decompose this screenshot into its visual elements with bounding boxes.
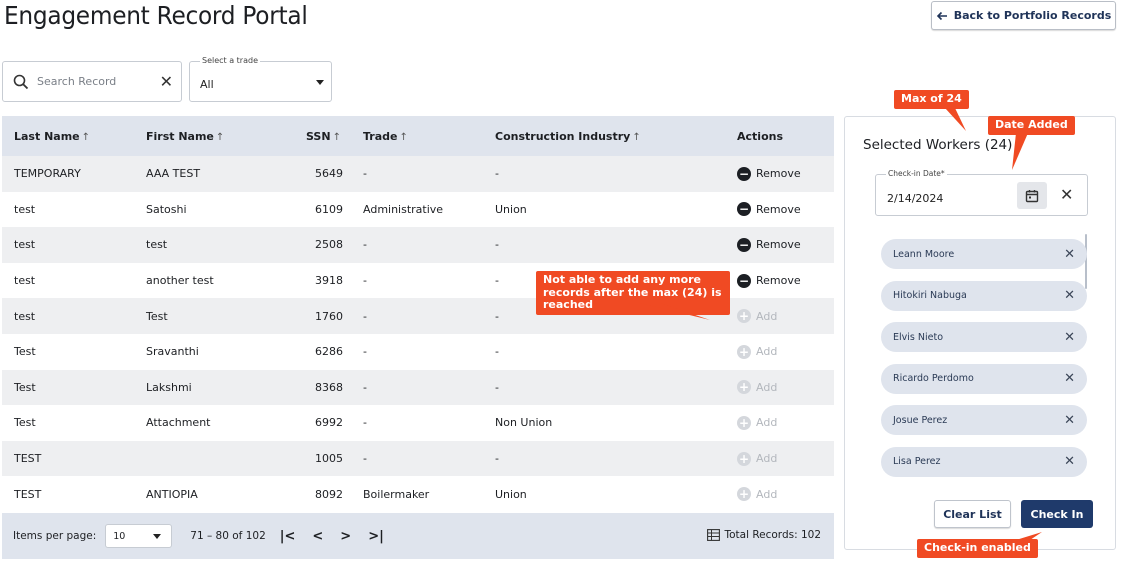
plus-circle-icon: + — [738, 487, 750, 502]
last-name-cell: test — [14, 309, 36, 323]
add-button[interactable] — [737, 452, 834, 466]
plus-circle-icon: + — [738, 451, 750, 466]
table-row — [2, 370, 834, 406]
industry-cell: - — [495, 238, 499, 252]
worker-name: Elvis Nieto — [893, 331, 944, 343]
worker-chip — [881, 281, 1087, 311]
industry-cell: - — [495, 274, 499, 288]
add-button[interactable] — [737, 380, 834, 394]
minus-circle-icon: − — [738, 237, 750, 252]
first-name-cell: Attachment — [146, 416, 211, 430]
worker-name: Josue Perez — [893, 414, 948, 426]
calendar-button[interactable] — [1017, 182, 1047, 209]
remove-worker-icon[interactable]: ✕ — [1064, 371, 1075, 387]
callout-not-able: Not able to add any more records after the max (24) is reached — [536, 271, 730, 315]
minus-circle-icon: − — [738, 202, 750, 217]
industry-cell: Union — [495, 202, 527, 216]
industry-cell: - — [495, 345, 499, 359]
table-row — [2, 227, 834, 263]
sort-arrow-icon[interactable]: ↑ — [399, 131, 408, 143]
action-label: Add — [756, 452, 778, 466]
action-label: Remove — [756, 274, 801, 288]
last-name-cell: Test — [14, 416, 36, 430]
worker-chip — [881, 364, 1087, 394]
last-page-button[interactable]: >| — [368, 528, 384, 544]
first-name-cell: test — [146, 238, 168, 252]
last-name-cell: Test — [14, 345, 36, 359]
callout-checkin-enabled: Check-in enabled — [917, 539, 1038, 558]
plus-circle-icon: + — [738, 415, 750, 430]
industry-cell: - — [495, 167, 499, 181]
back-button-label: Back to Portfolio Records — [953, 9, 1112, 22]
check-in-button[interactable]: Check In — [1021, 500, 1093, 528]
last-name-cell: TEST — [14, 452, 42, 466]
check-in-date-label: Check-in Date* — [888, 169, 945, 178]
sort-arrow-icon[interactable]: ↑ — [215, 131, 225, 143]
paginator — [2, 513, 834, 559]
remove-button[interactable] — [737, 167, 834, 181]
add-button[interactable] — [737, 345, 834, 359]
selected-workers-title: Selected Workers (24) — [863, 137, 1013, 153]
trade-select-value: All — [200, 78, 214, 91]
first-page-button[interactable]: |< — [279, 528, 296, 544]
sort-arrow-icon[interactable]: ↑ — [632, 131, 641, 143]
header-last-name[interactable]: Last Name ↑ — [14, 129, 91, 143]
ssn-cell: 2508 — [315, 238, 343, 252]
worker-chip — [881, 405, 1087, 435]
header-trade[interactable]: Trade ↑ — [363, 129, 408, 143]
add-button[interactable] — [737, 487, 834, 501]
callout-max: Max of 24 — [894, 90, 969, 109]
worker-chip — [881, 239, 1087, 269]
total-records-label: Total Records: 102 — [724, 529, 821, 541]
table-row — [2, 476, 834, 512]
trade-cell: - — [363, 274, 367, 288]
total-records — [707, 529, 821, 541]
remove-worker-icon[interactable]: ✕ — [1064, 246, 1075, 262]
trade-cell: - — [363, 238, 367, 252]
worker-name: Lisa Perez — [893, 456, 941, 468]
remove-worker-icon[interactable]: ✕ — [1064, 288, 1075, 304]
header-ssn[interactable]: SSN ↑ — [306, 129, 341, 143]
header-industry[interactable]: Construction Industry ↑ — [495, 129, 641, 143]
action-label: Add — [756, 380, 778, 394]
ssn-cell: 8368 — [315, 380, 343, 394]
remove-worker-icon[interactable]: ✕ — [1064, 412, 1075, 428]
trade-select[interactable] — [189, 56, 332, 102]
remove-button[interactable] — [737, 202, 834, 216]
worker-name: Leann Moore — [893, 248, 955, 260]
table-body — [2, 156, 834, 512]
search-box[interactable] — [2, 61, 182, 102]
arrow-left-icon — [936, 10, 948, 22]
sort-arrow-icon[interactable]: ↑ — [81, 131, 91, 143]
ssn-cell: 6286 — [315, 345, 343, 359]
trade-cell: - — [363, 416, 367, 430]
trade-cell: - — [363, 380, 367, 394]
add-button[interactable] — [737, 309, 834, 323]
worker-chip — [881, 322, 1087, 352]
trade-cell: - — [363, 167, 367, 181]
search-input[interactable]: Search Record — [37, 75, 117, 88]
last-name-cell: test — [14, 238, 36, 252]
remove-worker-icon[interactable]: ✕ — [1064, 454, 1075, 470]
search-icon — [13, 74, 29, 90]
remove-worker-icon[interactable]: ✕ — [1064, 329, 1075, 345]
ssn-cell: 1760 — [315, 309, 343, 323]
table-row — [2, 441, 834, 477]
page-nav — [280, 529, 384, 544]
worker-list — [881, 239, 1087, 489]
ssn-cell: 3918 — [315, 274, 343, 288]
first-name-cell: Lakshmi — [146, 380, 192, 394]
trade-cell: Boilermaker — [363, 487, 430, 501]
trade-select-label: Select a trade — [202, 56, 258, 65]
items-per-page-select[interactable] — [105, 524, 172, 548]
action-label: Remove — [756, 167, 801, 181]
ssn-cell: 1005 — [315, 452, 343, 466]
worker-name: Ricardo Perdomo — [893, 373, 974, 385]
table-row — [2, 405, 834, 441]
check-in-date-field[interactable] — [875, 169, 1088, 216]
remove-button[interactable] — [737, 274, 834, 288]
items-per-page-value: 10 — [113, 530, 126, 542]
table-icon — [707, 529, 720, 541]
ssn-cell: 6992 — [315, 416, 343, 430]
clear-date-icon[interactable]: ✕ — [1060, 185, 1074, 204]
calendar-icon — [1025, 189, 1039, 203]
last-name-cell: test — [14, 202, 36, 216]
page-title: Engagement Record Portal — [4, 1, 308, 30]
minus-circle-icon: − — [738, 273, 750, 288]
check-in-date-value[interactable]: 2/14/2024 — [887, 192, 944, 205]
plus-circle-icon: + — [738, 344, 750, 359]
plus-circle-icon: + — [738, 309, 750, 324]
ssn-cell: 6109 — [315, 202, 343, 216]
chevron-down-icon — [153, 534, 161, 539]
industry-cell: Non Union — [495, 416, 553, 430]
back-to-portfolio-button[interactable] — [931, 1, 1116, 30]
header-actions: Actions — [737, 129, 783, 143]
action-label: Remove — [756, 238, 801, 252]
industry-cell: - — [495, 309, 499, 323]
industry-cell: Union — [495, 487, 527, 501]
trade-cell: - — [363, 309, 367, 323]
last-name-cell: TEST — [14, 487, 42, 501]
add-button[interactable] — [737, 416, 834, 430]
callout-date-added: Date Added — [988, 116, 1075, 135]
first-name-cell: another test — [146, 274, 214, 288]
first-name-cell: Satoshi — [146, 202, 187, 216]
ssn-cell: 8092 — [315, 487, 343, 501]
industry-cell: - — [495, 380, 499, 394]
worker-name: Hitokiri Nabuga — [893, 290, 967, 302]
next-page-button[interactable]: > — [340, 528, 352, 544]
first-name-cell: AAA TEST — [146, 167, 201, 181]
action-label: Remove — [756, 202, 801, 216]
table-row — [2, 156, 834, 192]
action-label: Add — [756, 345, 778, 359]
trade-cell: - — [363, 452, 367, 466]
clear-search-icon[interactable]: ✕ — [159, 72, 173, 91]
last-name-cell: TEMPORARY — [14, 167, 81, 181]
worker-chip — [881, 447, 1087, 477]
clear-list-button[interactable]: Clear List — [934, 500, 1011, 528]
header-first-name[interactable]: First Name ↑ — [146, 129, 225, 143]
sort-arrow-icon[interactable]: ↑ — [332, 131, 341, 143]
action-label: Add — [756, 416, 778, 430]
industry-cell: - — [495, 452, 499, 466]
action-label: Add — [756, 487, 778, 501]
ssn-cell: 5649 — [315, 167, 343, 181]
chevron-down-icon — [316, 80, 324, 85]
selected-workers-panel — [844, 116, 1116, 550]
minus-circle-icon: − — [738, 166, 750, 181]
last-name-cell: Test — [14, 380, 36, 394]
last-name-cell: test — [14, 274, 36, 288]
trade-cell: - — [363, 345, 367, 359]
remove-button[interactable] — [737, 238, 834, 252]
table-header — [2, 116, 834, 156]
first-name-cell: ANTIOPIA — [146, 487, 198, 501]
table-row — [2, 192, 834, 228]
table-row — [2, 334, 834, 370]
plus-circle-icon: + — [738, 380, 750, 395]
action-label: Add — [756, 309, 778, 323]
first-name-cell: Test — [146, 309, 168, 323]
trade-cell: Administrative — [363, 202, 444, 216]
items-per-page-label: Items per page: — [13, 530, 97, 542]
page-range: 71 – 80 of 102 — [190, 530, 266, 542]
first-name-cell: Sravanthi — [146, 345, 199, 359]
prev-page-button[interactable]: < — [312, 528, 324, 544]
